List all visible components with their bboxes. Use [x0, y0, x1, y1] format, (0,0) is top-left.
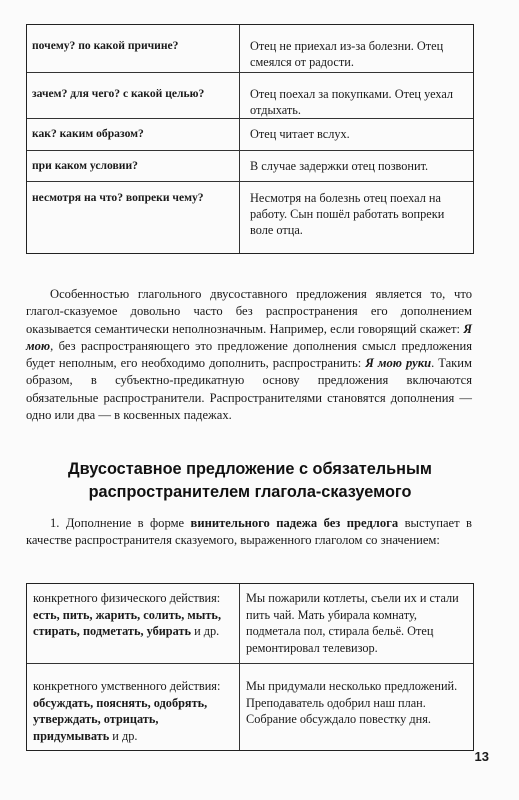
paragraph-text: выступает в качестве распространителя сказуемого, выраженного глаголом со значением: — [26, 516, 472, 548]
example-cell: Несмотря на болезнь отец поехал на работу. Сын пошёл работать вопреки воле отца. — [239, 182, 473, 253]
question-cell: несмотря на что? вопреки чему? — [32, 191, 204, 204]
example-cell: В случае задержки отец позвонит. — [239, 151, 473, 181]
verb-meaning-table — [26, 583, 474, 751]
meaning-tail: и др. — [109, 728, 138, 743]
adverbial-questions-table — [26, 24, 474, 254]
table-row — [27, 663, 473, 750]
table-row — [27, 25, 473, 72]
meaning-text: конкретного умственного действия: — [33, 679, 221, 693]
question-cell: как? каким образом? — [32, 127, 144, 140]
example-cell: Отец читает вслух. — [239, 119, 473, 150]
meaning-cell — [27, 584, 239, 663]
page-number: 13 — [474, 749, 489, 764]
section-heading: Двусоставное предложение с обязательным распространителем глагола-сказуемого — [68, 460, 432, 501]
table-row — [27, 584, 473, 663]
example-cell: Отец поехал за покупками. Отец уехал отдыхать. — [239, 73, 473, 118]
term-emphasis: винительного падежа без предлога — [190, 516, 399, 530]
meaning-tail: и др. — [191, 624, 220, 638]
example-emphasis: Я мою — [26, 321, 472, 353]
paragraph-text: , без распространяющего это предложение дополнения смысл предложения будет неполным, его необходимо дополнить, распространить: — [26, 338, 472, 371]
paragraph-text: 1. Дополнение в форме — [50, 516, 191, 530]
table-row — [27, 181, 473, 253]
example-emphasis: Я мою руки — [365, 356, 432, 371]
question-cell: при каком условии? — [32, 159, 138, 172]
body-paragraph — [26, 515, 472, 550]
verb-list: обсуждать, пояснять, одобрять, утверждать, отрицать, придумывать — [33, 695, 208, 743]
table-row — [27, 72, 473, 118]
meaning-text: конкретного физического действия: — [33, 591, 221, 605]
example-cell: Отец не приехал из-за болезни. Отец смеялся от радости. — [239, 25, 473, 72]
paragraph-text: Особенностью глагольного двусоставного предложения является то, что глагол-сказуемое довольно часто без распространения его дополнением оказывается семантически неполнозначным. Например, если говорящий скажет: — [26, 287, 472, 336]
table-row — [27, 150, 473, 181]
question-cell: зачем? для чего? с какой целью? — [32, 87, 205, 100]
table-row — [27, 118, 473, 150]
body-paragraph — [26, 286, 472, 424]
question-cell: почему? по какой причине? — [32, 39, 179, 52]
example-cell: Мы пожарили котлеты, съели их и стали пить чай. Мать убирала комнату, подметала пол, стирала бельё. Отец ремонтировал телевизор. — [239, 584, 473, 663]
verb-list: есть, пить, жарить, солить, мыть, стирать, подметать, убирать — [33, 607, 222, 638]
example-cell: Мы придумали несколько предложений. Преподаватель одобрил наш план. Собрание обсуждало повестку дня. — [239, 664, 473, 750]
meaning-cell — [27, 664, 239, 750]
paragraph-text: . Таким образом, в субъектно-предикатную основу предложения включаются обязательные распространители. Распространителями становятся дополнения — одно или два — в косвенных падежах. — [26, 356, 472, 423]
